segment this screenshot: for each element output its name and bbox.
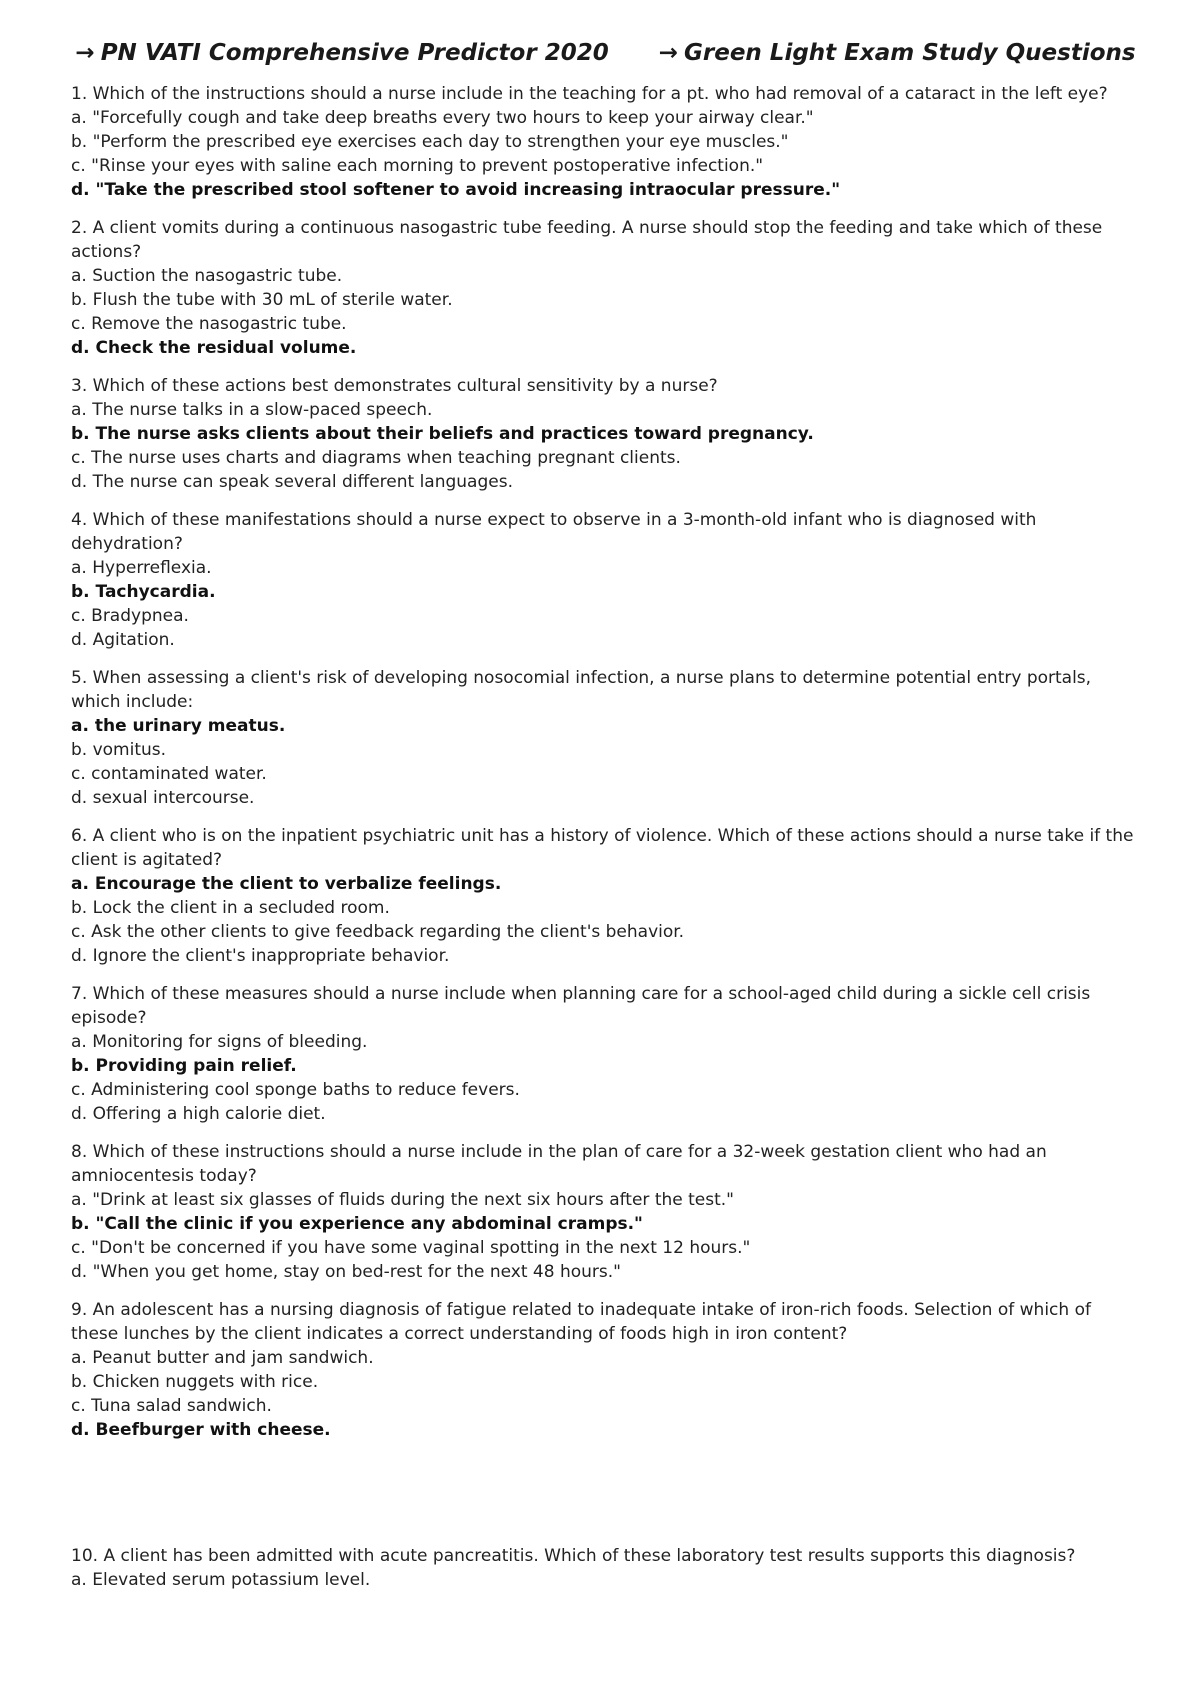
answer-option-a: a. Monitoring for signs of bleeding. [71,1032,368,1052]
correct-answer-option: d. Beefburger with cheese. [71,1420,331,1440]
question-stem: 5. When assessing a client's risk of developing nosocomial infection, a nurse plans to determine potential entry portals, which include: [71,668,1092,712]
question-4 [71,508,1140,652]
arrow-right-icon: → [75,40,95,66]
correct-answer-option: b. "Call the clinic if you experience any abdominal cramps." [71,1214,643,1234]
correct-answer-option: d. Check the residual volume. [71,338,357,358]
answer-option-b: b. Chicken nuggets with rice. [71,1372,319,1392]
question-6 [71,824,1140,968]
answer-option-d: d. sexual intercourse. [71,788,255,808]
arrow-right-icon: → [658,40,678,66]
answer-option-c: c. Tuna salad sandwich. [71,1396,272,1416]
correct-answer-option: a. the urinary meatus. [71,716,286,736]
question-9 [71,1298,1140,1442]
answer-option-d: d. Offering a high calorie diet. [71,1104,326,1124]
correct-answer-option: d. "Take the prescribed stool softener to avoid increasing intraocular pressure." [71,180,841,200]
question-2 [71,216,1140,360]
question-8 [71,1140,1140,1284]
answer-option-d: d. Agitation. [71,630,175,650]
question-stem: 9. An adolescent has a nursing diagnosis of fatigue related to inadequate intake of iron-rich foods. Selection of which of these lunches by the client indicates a correct understanding of foods high in iron content? [71,1300,1091,1344]
header-left-title-text: PN VATI Comprehensive Predictor 2020 [100,40,609,66]
answer-option-a: a. Suction the nasogastric tube. [71,266,343,286]
answer-option-c: c. Ask the other clients to give feedback regarding the client's behavior. [71,922,685,942]
question-5 [71,666,1140,810]
question-stem: 8. Which of these instructions should a nurse include in the plan of care for a 32-week gestation client who had an amniocentesis today? [71,1142,1047,1186]
question-stem: 3. Which of these actions best demonstrates cultural sensitivity by a nurse? [71,376,718,396]
answer-option-d: d. The nurse can speak several different languages. [71,472,513,492]
answer-option-b: b. Flush the tube with 30 mL of sterile water. [71,290,453,310]
correct-answer-option: a. Encourage the client to verbalize feelings. [71,874,502,894]
question-stem: 6. A client who is on the inpatient psychiatric unit has a history of violence. Which of these actions should a nurse take if the client is agitated? [71,826,1134,870]
answer-option-a: a. The nurse talks in a slow-paced speech. [71,400,433,420]
answer-option-c: c. Bradypnea. [71,606,189,626]
answer-option-d: d. Ignore the client's inappropriate behavior. [71,946,450,966]
answer-option-d: d. "When you get home, stay on bed-rest for the next 48 hours." [71,1262,621,1282]
question-3 [71,374,1140,494]
question-7 [71,982,1140,1126]
question-1 [71,82,1140,202]
answer-option-a: a. Peanut butter and jam sandwich. [71,1348,374,1368]
question-stem: 4. Which of these manifestations should a nurse expect to observe in a 3-month-old infant who is diagnosed with dehydration? [71,510,1037,554]
answer-option-c: c. "Rinse your eyes with saline each morning to prevent postoperative infection." [71,156,764,176]
answer-option-b: b. "Perform the prescribed eye exercises each day to strengthen your eye muscles." [71,132,789,152]
correct-answer-option: b. The nurse asks clients about their beliefs and practices toward pregnancy. [71,424,814,444]
header-left-title [75,40,608,66]
answer-option-a: a. Hyperreflexia. [71,558,212,578]
question-stem: 10. A client has been admitted with acute pancreatitis. Which of these laboratory test results supports this diagnosis? [71,1546,1076,1566]
answer-option-c: c. "Don't be concerned if you have some vaginal spotting in the next 12 hours." [71,1238,751,1258]
answer-option-a: a. "Drink at least six glasses of fluids during the next six hours after the test." [71,1190,734,1210]
answer-option-b: b. Lock the client in a secluded room. [71,898,390,918]
answer-option-c: c. The nurse uses charts and diagrams when teaching pregnant clients. [71,448,681,468]
answer-option-a: a. Elevated serum potassium level. [71,1570,371,1590]
question-stem: 2. A client vomits during a continuous nasogastric tube feeding. A nurse should stop the feeding and take which of these actions? [71,218,1103,262]
correct-answer-option: b. Tachycardia. [71,582,216,602]
answer-option-a: a. "Forcefully cough and take deep breaths every two hours to keep your airway clear." [71,108,814,128]
answer-option-c: c. Remove the nasogastric tube. [71,314,347,334]
question-stem: 1. Which of the instructions should a nurse include in the teaching for a pt. who had removal of a cataract in the left eye? [71,84,1108,104]
answer-option-b: b. vomitus. [71,740,167,760]
page-whitespace [71,1456,1140,1544]
question-stem: 7. Which of these measures should a nurse include when planning care for a school-aged child during a sickle cell crisis episode? [71,984,1091,1028]
correct-answer-option: b. Providing pain relief. [71,1056,297,1076]
header-right-title-text: Green Light Exam Study Questions [684,40,1136,66]
header-right-title [659,40,1136,66]
answer-option-c: c. contaminated water. [71,764,267,784]
question-10 [71,1544,1140,1592]
answer-option-c: c. Administering cool sponge baths to reduce fevers. [71,1080,520,1100]
document-header [71,40,1140,66]
